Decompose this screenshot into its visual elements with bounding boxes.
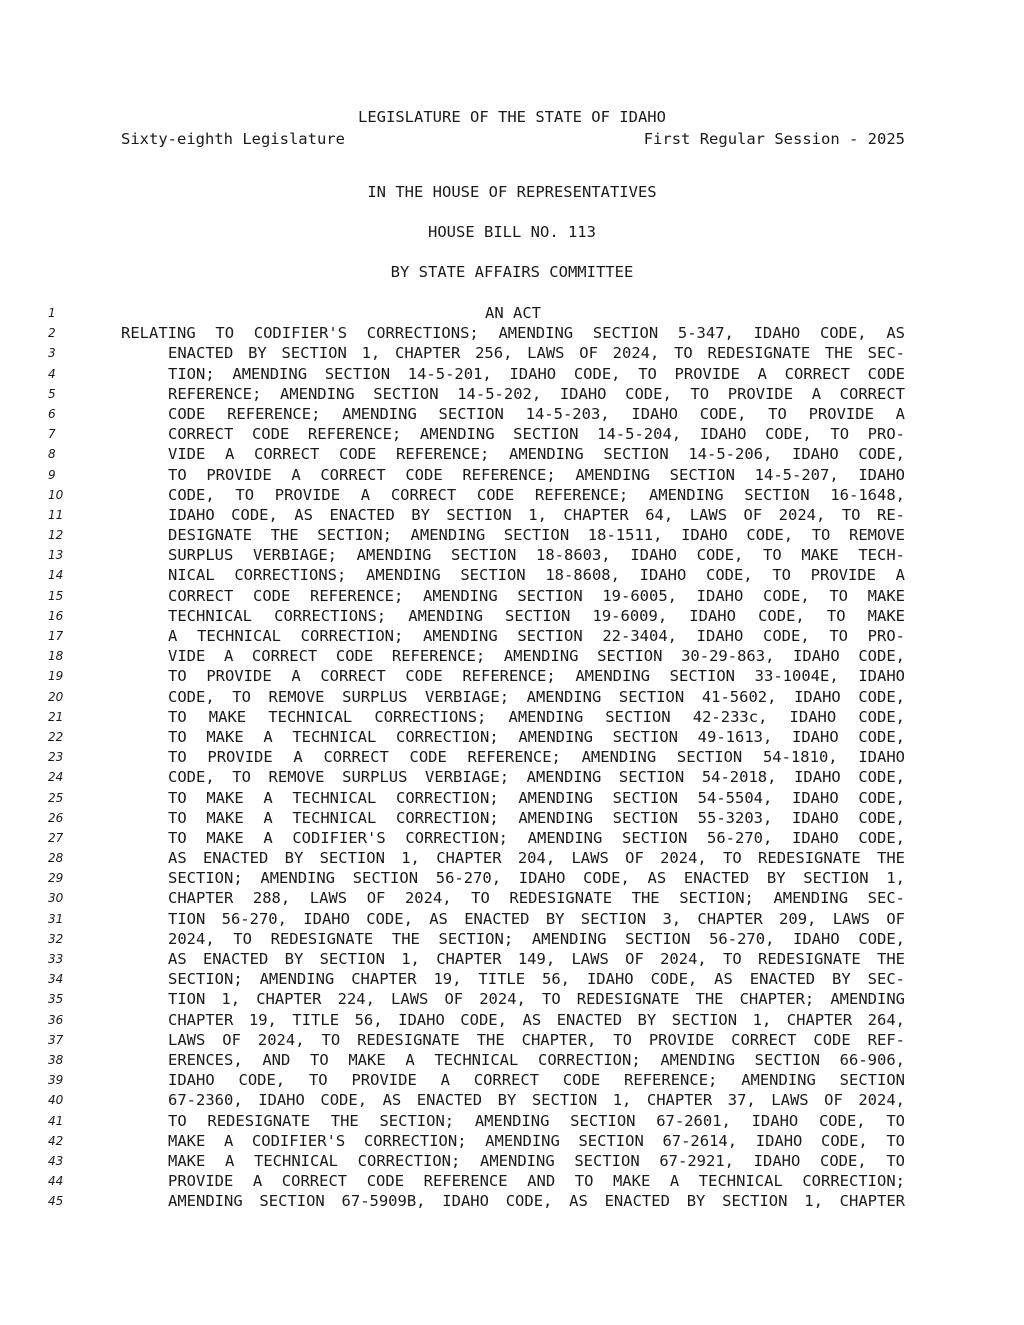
- bill-line: [0, 868, 1024, 888]
- bill-text: [0, 303, 1024, 1211]
- bill-line: [0, 788, 1024, 808]
- line-text: TO REDESIGNATE THE SECTION; AMENDING SECTION 67-2601, IDAHO CODE, TO: [168, 1111, 905, 1130]
- line-number: 12: [48, 528, 64, 543]
- line-number: 9: [48, 467, 56, 482]
- bill-line: [0, 828, 1024, 848]
- bill-line: [0, 505, 1024, 525]
- bill-line: [0, 808, 1024, 828]
- bill-line: [0, 565, 1024, 585]
- line-text: A TECHNICAL CORRECTION; AMENDING SECTION 22-3404, IDAHO CODE, TO PRO-: [168, 627, 905, 645]
- line-number: 36: [48, 1012, 64, 1027]
- line-number: 6: [48, 406, 56, 421]
- line-number: 34: [48, 972, 64, 987]
- line-text: VIDE A CORRECT CODE REFERENCE; AMENDING SECTION 14-5-206, IDAHO CODE,: [168, 445, 905, 464]
- line-number: 30: [48, 891, 64, 906]
- bill-line: [0, 767, 1024, 787]
- line-text: TO MAKE A TECHNICAL CORRECTION; AMENDING SECTION 54-5504, IDAHO CODE,: [168, 788, 905, 807]
- line-text: TION 1, CHAPTER 224, LAWS OF 2024, TO REDESIGNATE THE CHAPTER; AMENDING: [168, 990, 905, 1009]
- line-text: MAKE A TECHNICAL CORRECTION; AMENDING SECTION 67-2921, IDAHO CODE, TO: [168, 1151, 905, 1170]
- legislature-number: Sixty-eighth Legislature: [121, 130, 345, 148]
- line-number: 10: [48, 487, 64, 502]
- legislature-title: LEGISLATURE OF THE STATE OF IDAHO: [358, 108, 666, 126]
- line-number: 28: [48, 851, 64, 866]
- line-text: PROVIDE A CORRECT CODE REFERENCE AND TO MAKE A TECHNICAL CORRECTION;: [168, 1172, 905, 1191]
- line-text: CORRECT CODE REFERENCE; AMENDING SECTION 19-6005, IDAHO CODE, TO MAKE: [168, 586, 905, 605]
- line-text: SECTION; AMENDING CHAPTER 19, TITLE 56, IDAHO CODE, AS ENACTED BY SEC-: [168, 970, 905, 989]
- line-number: 19: [48, 669, 64, 684]
- bill-line: [0, 1191, 1024, 1211]
- line-text: TO MAKE A CODIFIER'S CORRECTION; AMENDING SECTION 56-270, IDAHO CODE,: [168, 828, 905, 847]
- line-number: 45: [48, 1194, 64, 1209]
- bill-line: [0, 364, 1024, 384]
- bill-line: [0, 646, 1024, 666]
- line-text: CHAPTER 288, LAWS OF 2024, TO REDESIGNATE THE SECTION; AMENDING SEC-: [168, 889, 905, 908]
- line-text: CHAPTER 19, TITLE 56, IDAHO CODE, AS ENACTED BY SECTION 1, CHAPTER 264,: [168, 1010, 905, 1029]
- line-number: 21: [48, 709, 64, 724]
- bill-line: [0, 1070, 1024, 1090]
- line-text: AS ENACTED BY SECTION 1, CHAPTER 149, LAWS OF 2024, TO REDESIGNATE THE: [168, 950, 905, 968]
- line-text: ENACTED BY SECTION 1, CHAPTER 256, LAWS OF 2024, TO REDESIGNATE THE SEC-: [168, 344, 905, 363]
- session-name: First Regular Session - 2025: [643, 130, 905, 148]
- act-heading: AN ACT: [485, 304, 541, 322]
- bill-line: [0, 888, 1024, 908]
- bill-line: [0, 747, 1024, 767]
- line-text: REFERENCE; AMENDING SECTION 14-5-202, IDAHO CODE, TO PROVIDE A CORRECT: [168, 384, 905, 403]
- line-text: TO MAKE TECHNICAL CORRECTIONS; AMENDING SECTION 42-233c, IDAHO CODE,: [168, 707, 905, 726]
- line-number: 2: [48, 326, 56, 341]
- line-number: 18: [48, 649, 64, 664]
- line-number: 42: [48, 1133, 64, 1148]
- bill-line: [0, 465, 1024, 485]
- bill-line: [0, 384, 1024, 404]
- bill-line: [0, 707, 1024, 727]
- bill-line: [0, 1050, 1024, 1070]
- line-number: 39: [48, 1073, 64, 1088]
- bill-line: [0, 666, 1024, 686]
- line-number: 20: [48, 689, 64, 704]
- line-text: TION 56-270, IDAHO CODE, AS ENACTED BY SECTION 3, CHAPTER 209, LAWS OF: [168, 909, 905, 928]
- bill-line: [0, 404, 1024, 424]
- line-text: CODE, TO REMOVE SURPLUS VERBIAGE; AMENDING SECTION 41-5602, IDAHO CODE,: [168, 687, 905, 706]
- line-number: 40: [48, 1093, 64, 1108]
- line-number: 15: [48, 588, 64, 603]
- line-number: 7: [48, 427, 56, 442]
- line-number: 16: [48, 608, 64, 623]
- chamber-heading: IN THE HOUSE OF REPRESENTATIVES: [367, 183, 657, 201]
- line-number: 4: [48, 366, 56, 381]
- line-number: 22: [48, 729, 64, 744]
- bill-line: [0, 545, 1024, 565]
- line-number: 31: [48, 911, 64, 926]
- bill-line: [0, 323, 1024, 343]
- line-text: 67-2360, IDAHO CODE, AS ENACTED BY SECTION 1, CHAPTER 37, LAWS OF 2024,: [168, 1091, 905, 1110]
- bill-line: [0, 909, 1024, 929]
- line-text: SURPLUS VERBIAGE; AMENDING SECTION 18-8603, IDAHO CODE, TO MAKE TECH-: [168, 546, 905, 565]
- line-number: 27: [48, 830, 64, 845]
- bill-line: [0, 929, 1024, 949]
- line-text: IDAHO CODE, TO PROVIDE A CORRECT CODE REFERENCE; AMENDING SECTION: [168, 1071, 905, 1090]
- bill-line: [0, 727, 1024, 747]
- bill-sponsor: BY STATE AFFAIRS COMMITTEE: [390, 263, 634, 281]
- line-text: TECHNICAL CORRECTIONS; AMENDING SECTION 19-6009, IDAHO CODE, TO MAKE: [168, 606, 905, 625]
- bill-number: HOUSE BILL NO. 113: [428, 223, 596, 241]
- line-text: IDAHO CODE, AS ENACTED BY SECTION 1, CHAPTER 64, LAWS OF 2024, TO RE-: [168, 505, 905, 524]
- line-number: 33: [48, 952, 64, 966]
- line-text: MAKE A CODIFIER'S CORRECTION; AMENDING SECTION 67-2614, IDAHO CODE, TO: [168, 1131, 905, 1150]
- line-text: CORRECT CODE REFERENCE; AMENDING SECTION 14-5-204, IDAHO CODE, TO PRO-: [168, 425, 905, 444]
- line-text: TO PROVIDE A CORRECT CODE REFERENCE; AMENDING SECTION 33-1004E, IDAHO: [168, 667, 905, 686]
- line-number: 29: [48, 871, 64, 886]
- bill-line: [0, 1131, 1024, 1151]
- line-text: AS ENACTED BY SECTION 1, CHAPTER 204, LAWS OF 2024, TO REDESIGNATE THE: [168, 849, 905, 868]
- line-text: CODE REFERENCE; AMENDING SECTION 14-5-203, IDAHO CODE, TO PROVIDE A: [168, 404, 905, 423]
- line-text: LAWS OF 2024, TO REDESIGNATE THE CHAPTER, TO PROVIDE CORRECT CODE REF-: [168, 1030, 905, 1049]
- bill-line: [0, 949, 1024, 969]
- line-number: 25: [48, 790, 64, 805]
- bill-line: [0, 303, 1024, 323]
- bill-line: [0, 1010, 1024, 1030]
- line-number: 13: [48, 548, 64, 563]
- line-number: 44: [48, 1174, 64, 1189]
- bill-line: [0, 1171, 1024, 1191]
- bill-line: [0, 485, 1024, 505]
- bill-line: [0, 424, 1024, 444]
- line-number: 32: [48, 931, 64, 946]
- line-text: NICAL CORRECTIONS; AMENDING SECTION 18-8608, IDAHO CODE, TO PROVIDE A: [168, 566, 905, 585]
- line-number: 24: [48, 770, 64, 785]
- bill-line: [0, 969, 1024, 989]
- line-text: SECTION; AMENDING SECTION 56-270, IDAHO CODE, AS ENACTED BY SECTION 1,: [168, 869, 905, 888]
- line-text: VIDE A CORRECT CODE REFERENCE; AMENDING SECTION 30-29-863, IDAHO CODE,: [168, 647, 905, 666]
- line-text: TO PROVIDE A CORRECT CODE REFERENCE; AMENDING SECTION 14-5-207, IDAHO: [168, 465, 905, 484]
- bill-line: [0, 1030, 1024, 1050]
- line-number: 37: [48, 1032, 64, 1047]
- bill-line: [0, 1090, 1024, 1110]
- bill-line: [0, 1111, 1024, 1131]
- line-number: 38: [48, 1052, 64, 1067]
- line-text: TO MAKE A TECHNICAL CORRECTION; AMENDING SECTION 55-3203, IDAHO CODE,: [168, 808, 905, 827]
- bill-line: [0, 687, 1024, 707]
- line-number: 1: [48, 306, 56, 320]
- line-number: 11: [48, 507, 64, 522]
- bill-line: [0, 606, 1024, 626]
- line-number: 17: [48, 629, 64, 643]
- line-number: 23: [48, 750, 64, 765]
- bill-line: [0, 848, 1024, 868]
- line-number: 8: [48, 447, 56, 462]
- line-text: TO PROVIDE A CORRECT CODE REFERENCE; AMENDING SECTION 54-1810, IDAHO: [168, 748, 905, 767]
- line-number: 41: [48, 1113, 64, 1128]
- line-text: CODE, TO REMOVE SURPLUS VERBIAGE; AMENDING SECTION 54-2018, IDAHO CODE,: [168, 768, 905, 787]
- bill-line: [0, 343, 1024, 363]
- line-number: 26: [48, 810, 64, 825]
- line-number: 14: [48, 568, 64, 583]
- bill-line: [0, 626, 1024, 646]
- bill-line: [0, 989, 1024, 1009]
- bill-line: [0, 586, 1024, 606]
- line-number: 43: [48, 1153, 64, 1168]
- line-number: 5: [48, 386, 56, 401]
- line-text: DESIGNATE THE SECTION; AMENDING SECTION 18-1511, IDAHO CODE, TO REMOVE: [168, 526, 905, 545]
- line-text: TO MAKE A TECHNICAL CORRECTION; AMENDING SECTION 49-1613, IDAHO CODE,: [168, 727, 905, 746]
- line-text: AMENDING SECTION 67-5909B, IDAHO CODE, AS ENACTED BY SECTION 1, CHAPTER: [168, 1192, 905, 1211]
- bill-line: [0, 444, 1024, 464]
- bill-line: [0, 525, 1024, 545]
- line-text: ERENCES, AND TO MAKE A TECHNICAL CORRECTION; AMENDING SECTION 66-906,: [168, 1050, 905, 1069]
- line-text: TION; AMENDING SECTION 14-5-201, IDAHO CODE, TO PROVIDE A CORRECT CODE: [168, 364, 905, 383]
- line-number: 35: [48, 992, 64, 1007]
- bill-line: [0, 1151, 1024, 1171]
- line-text: 2024, TO REDESIGNATE THE SECTION; AMENDING SECTION 56-270, IDAHO CODE,: [168, 929, 905, 948]
- line-text: CODE, TO PROVIDE A CORRECT CODE REFERENCE; AMENDING SECTION 16-1648,: [168, 485, 905, 504]
- line-text: RELATING TO CODIFIER'S CORRECTIONS; AMENDING SECTION 5-347, IDAHO CODE, AS: [121, 324, 905, 343]
- line-number: 3: [48, 346, 56, 361]
